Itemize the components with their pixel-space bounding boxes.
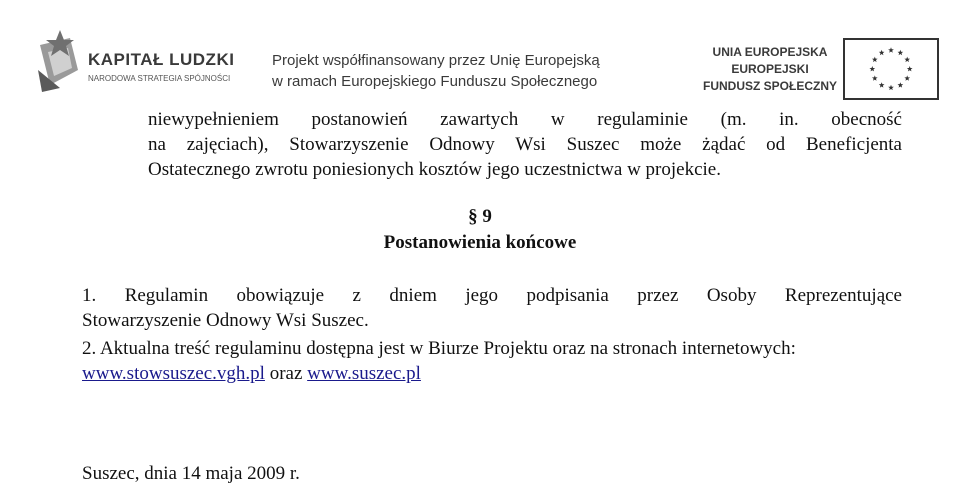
eu-star-icon [898,50,904,55]
eu-star-icon [888,85,894,90]
list-item-line: 2. Aktualna treść regulaminu dostępna jest w Biurze Projektu oraz na stronach internetowych: [82,338,796,359]
eu-star-icon [888,47,894,52]
conjunction-text: oraz [264,363,308,384]
eu-star-icon [898,82,904,87]
eu-star-icon [904,57,910,62]
eu-star-icon [872,57,878,62]
project-line-2: w ramach Europejskiego Funduszu Społecznego [272,73,598,90]
document-header [0,0,960,100]
eu-star-icon [872,75,878,80]
eu-star-icon [904,75,910,80]
list-item-line: 1. Regulamin obowiązuje z dniem jego podpisania przez Osoby Reprezentujące [82,285,902,306]
paragraph-withdrawal [148,107,902,182]
list-item-2 [82,336,902,386]
kapital-ludzki-subtitle: NARODOWA STRATEGIA SPÓJNOŚCI [88,74,231,83]
eu-line-3: FUNDUSZ SPOŁECZNY [703,79,838,93]
stowsuszec-link[interactable]: www.stowsuszec.vgh.pl [82,363,265,384]
eu-line-2: EUROPEJSKI [731,62,809,76]
paragraph-line: niewypełnieniem postanowień zawartych w regulaminie (m. in. obecność [148,109,902,130]
date-place: Suszec, dnia 14 maja 2009 r. [82,463,300,484]
eu-flag-icon [843,38,939,100]
paragraph-line: na zajęciach), Stowarzyszenie Odnowy Wsi Suszec może żądać od Beneficjenta [148,134,902,155]
paragraph-line: Ostatecznego zwrotu poniesionych kosztów jego uczestnictwa w projekcie. [148,159,721,180]
suszec-link[interactable]: www.suszec.pl [307,363,421,384]
eu-star-icon [869,66,875,71]
eu-star-icon [879,50,885,55]
project-funding-note [272,50,600,92]
eu-line-1: UNIA EUROPEJSKA [712,45,828,59]
section-title: Postanowienia końcowe [383,232,577,253]
project-line-1: Projekt współfinansowany przez Unię Europejską [272,52,600,69]
eu-label [703,44,837,95]
list-item-1 [82,283,902,333]
eu-star-icon [907,66,913,71]
kapital-ludzki-title: KAPITAŁ LUDZKI [88,50,235,69]
list-item-line: Stowarzyszenie Odnowy Wsi Suszec. [82,310,369,331]
section-number: § 9 [468,206,492,227]
eu-star-icon [879,82,885,87]
